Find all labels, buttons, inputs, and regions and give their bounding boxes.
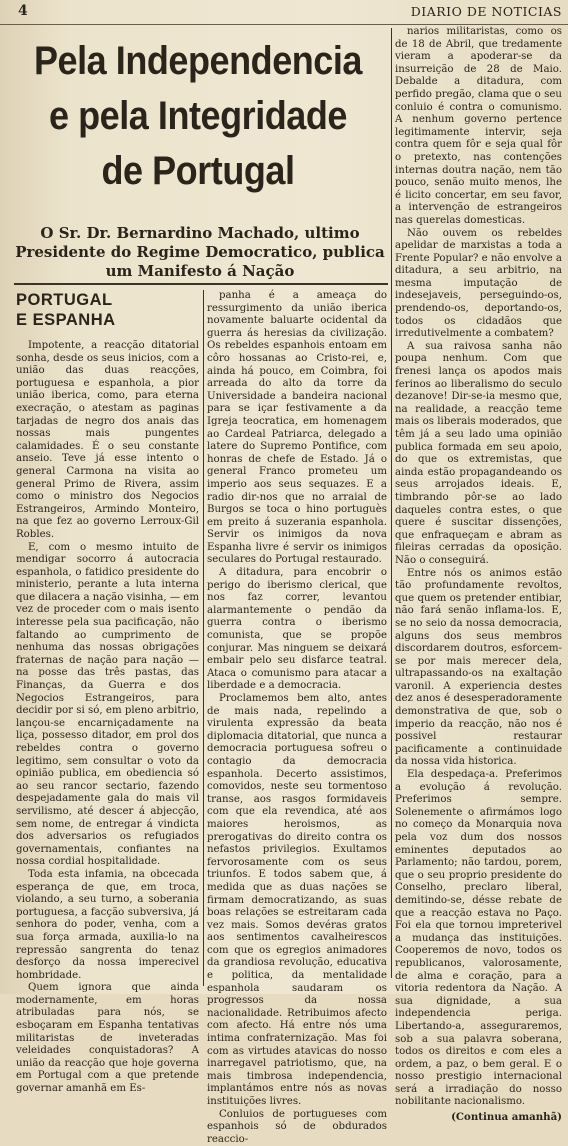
headline-line-1: Pela Independencia <box>33 39 363 83</box>
paragraph: Conluios de portugueses com espanhois só de obdurados reaccio- <box>207 1108 387 1145</box>
paragraph: Não ouvem os rebeldes apelidar de marxistas a toda a Frente Popular? e não envolve a ditadura, a seu arbitrio, na mesma imputação de indesejaveis, perseguindo-os, prendendo-os, deportando-os, todos os cidadãos que irredutivelmente a combatem? <box>395 227 562 340</box>
paragraph: Quem ignora que ainda modernamente, em horas atribuladas para nós, se esboçaram em Espanha tentativas militaristas de inveteradas veleidades conquistadoras? A união da reacção que hoje governa em Portugal com a que pretende governar amanhã em Es- <box>16 982 199 1095</box>
paragraph: panha é a ameaça do ressurgimento da união iberica novamente baluarte ocidental da guerra ás heresias da civilização. Os rebeldes espanhois entoam em côro hossanas ao Cristo-rei, e, ainda há pouco, em Coimbra, foi arreada do alto da torre da Universidade a bandeira nacional para se içar festivamente a da Igreja teocratica, em homenagem ao Cardeal Patriarca, delegado a latere do Supremo Pontifice, com honras de chefe de Estado. Já o general Franco prometeu um imperio aos seus sequazes. E a radio dir-nos que no arraial de Burgos se toca o hino portuguès em preito á suzerania espanhola. Servir os inimigos da nova Espanha livre é servir os inimigos seculares do Portugal restaurado. <box>207 290 387 566</box>
section-title-line-2: E ESPANHA <box>16 311 116 329</box>
paragraph: Toda esta infamia, na obcecada esperança de que, em troca, violando, a seu turno, a soberania portuguesa, a facção subversiva, já senhora do poder, venha, com a sua força armada, auxilia-lo na repressão sangrenta do tenaz desforço da nossa imperecivel hombridade. <box>16 868 199 981</box>
paragraph: Entre nós os animos estão tão profundamente revoltos, que quem os pretender entibiar, não fará senão inflama-los. E, se no seio da nossa democracia, alguns dos seus membros discordarem doutros, esforcem-se por mais merecer dela, ultrapassando-os na exaltação varonil. A experiencia destes dez anos é desesperadoramente demonstrativa de que, sob o imperio da reacção, não nos é possivel restaurar pacificamente a continuidade da nossa vida historica. <box>395 567 562 768</box>
subheadline: O Sr. Dr. Bernardino Machado, ultimo Presidente do Regime Democratico, publica um Manifesto á Nação <box>15 224 385 280</box>
paragraph: Impotente, a reacção ditatorial sonha, desde os seus inicios, com a união das duas reacções, portuguesa e espanhola, a pior união iberica, como, para eterna execração, o atestam as paginas tarjadas de negro dos anais das nossas mais pungentes calamidades. É o seu constante anseio. Teve já esse intento o general Carmona na visita ao general Primo de Rivera, assim como o ministro dos Negocios Estrangeiros, Armindo Monteiro, na que fez ao governo Lerroux-Gil Robles. <box>16 340 199 540</box>
column-divider-right <box>391 28 392 978</box>
paragraph: A sua raivosa sanha não poupa nenhum. Com que frenesi lança os apodos mais ferinos ao liberalismo do seculo dezanove! Dir-se-ia mesmo que, na realidade, a reacção teme mais os liberais moderados, que têm já a seu lado uma opinião publica formada em seu apoio, do que os extremistas, que ainda estão propagandeando os seus arrojados ideais. E, timbrando pôr-se ao lado daqueles contra estes, o que quere é suscitar dissenções, que enfraqueçam e abram as fileiras cerradas da oposição. Não o conseguirá. <box>395 340 562 566</box>
column-1 <box>16 290 199 1095</box>
page-header <box>0 0 568 25</box>
section-title <box>16 290 199 330</box>
paragraph: A ditadura, para encobrir o perigo do iberismo clerical, que nos faz correr, levantou alarmantemente o pendão da guerra contra o iberismo comunista, que se propõe conjurar. Mas ninguem se deixará embair pelo seu disfarce teatral. Ataca o comunismo para atacar a liberdade e a democracia. <box>207 567 387 692</box>
paragraph: Ela despedaça-a. Preferimos a evolução á revolução. Preferimos sempre. Solenemente o afirmámos logo no começo da Monarquia nova pela voz dum dos nossos eminentes deputados ao Parlamento; não tardou, porem, que o seu proprio presidente do Conselho, preclaro liberal, demitindo-se, désse rebate de que a reacção estava no Paço. Foi ela que tornou impreterivel a mudança das instituições. Cooperemos de novo, todos os republicanos, valorosamente, de alma e coração, para a vitoria redentora da Nação. A sua dignidade, a sua independencia periga. Libertando-a, asseguraremos, sob a sua palavra soberana, todos os direitos e com eles a ordem, a paz, o bem geral. E o nosso prestigio internacional será a irradiação do nosso nobilitante nacionalismo. <box>395 769 562 1108</box>
headline-line-2: e pela Integridade <box>48 94 347 138</box>
section-title-line-1: PORTUGAL <box>16 291 113 309</box>
page-number: 4 <box>18 3 28 19</box>
column-divider-left <box>203 290 204 986</box>
column-2 <box>207 290 387 1145</box>
paragraph: E, com o mesmo intuito de mendigar socorro á autocracia espanhola, o fatidico presidente do ministerio, perante a luta interna que dilacera a nação visinha, — em vez de proceder com o mais isento interesse pela sua pacificação, não faltando ao cumprimento de nenhuma das nossas obrigações fraternas de nação para nação — na posse das três pastas, das Finanças, da Guerra e dos Negocios Estrangeiros, para decidir por si só, em pleno arbitrio, lançou-se encarniçadamente na liça, possesso ditador, em prol dos rebeldes contra o governo legitimo, sem consultar o voto da opinião publica, em obediencia só ao seu rancor sectario, fazendo despejadamente gala do mais vil servilismo, até descer á abjecção, sem nome, de entregar á vindicta dos adversarios os refugiados governamentais, confiantes na nossa cordial hospitalidade. <box>16 541 199 868</box>
headline <box>14 34 382 206</box>
header-divider <box>14 283 388 285</box>
headline-line-3: de Portugal <box>101 149 295 193</box>
newspaper-name: DIARIO DE NOTICIAS <box>410 4 562 19</box>
paragraph: Proclamemos bem alto, antes de mais nada, repelindo a virulenta expressão da beata diplomacia ditatorial, que nunca a democracia portuguesa sofreu o contagio da democracia espanhola. Decerto assistimos, comovidos, neste seu tormentoso transe, aos rasgos formidaveis com que ela revendica, até aos maiores heroismos, as prerogativas do direito contra os nefastos privilegios. Exultamos fervorosamente com os seus triunfos. E todos sabem que, á medida que as duas nações se firmam democratizando, as suas boas relações se estreitaram cada vez mais. Somos devéras gratos aos sentimentos cavalheirescos com que os egregios animadores da grandiosa revolução, educativa e politica, da mentalidade espanhola saudaram os progressos da nossa nacionalidade. Retribuimos afecto com afecto. Há entre nós uma intima confraternização. Mas foi com as virtudes atavicas do nosso inarregavel patriotismo, que, na mais timbrosa independencia, implantámos entre nós as novas instituições livres. <box>207 693 387 1107</box>
column-3 <box>395 26 562 1124</box>
continued-tomorrow: (Continua amanhã) <box>451 1111 562 1124</box>
paragraph: narios militaristas, como os de 18 de Abril, que tredamente vieram a apoderar-se da insurreição de 28 de Maio. Debalde a ditadura, com perfido pregão, clama que o seu conluio é contra o comunismo. A nenhum governo pertence legitimamente intervir, seja contra quem fôr e seja qual fôr o pretexto, nas contenções internas doutra nação, nem tão pouco, senão muito menos, lhe é licito concertar, em seu favor, a intervenção de estrangeiros nas querelas domesticas. <box>395 26 562 226</box>
